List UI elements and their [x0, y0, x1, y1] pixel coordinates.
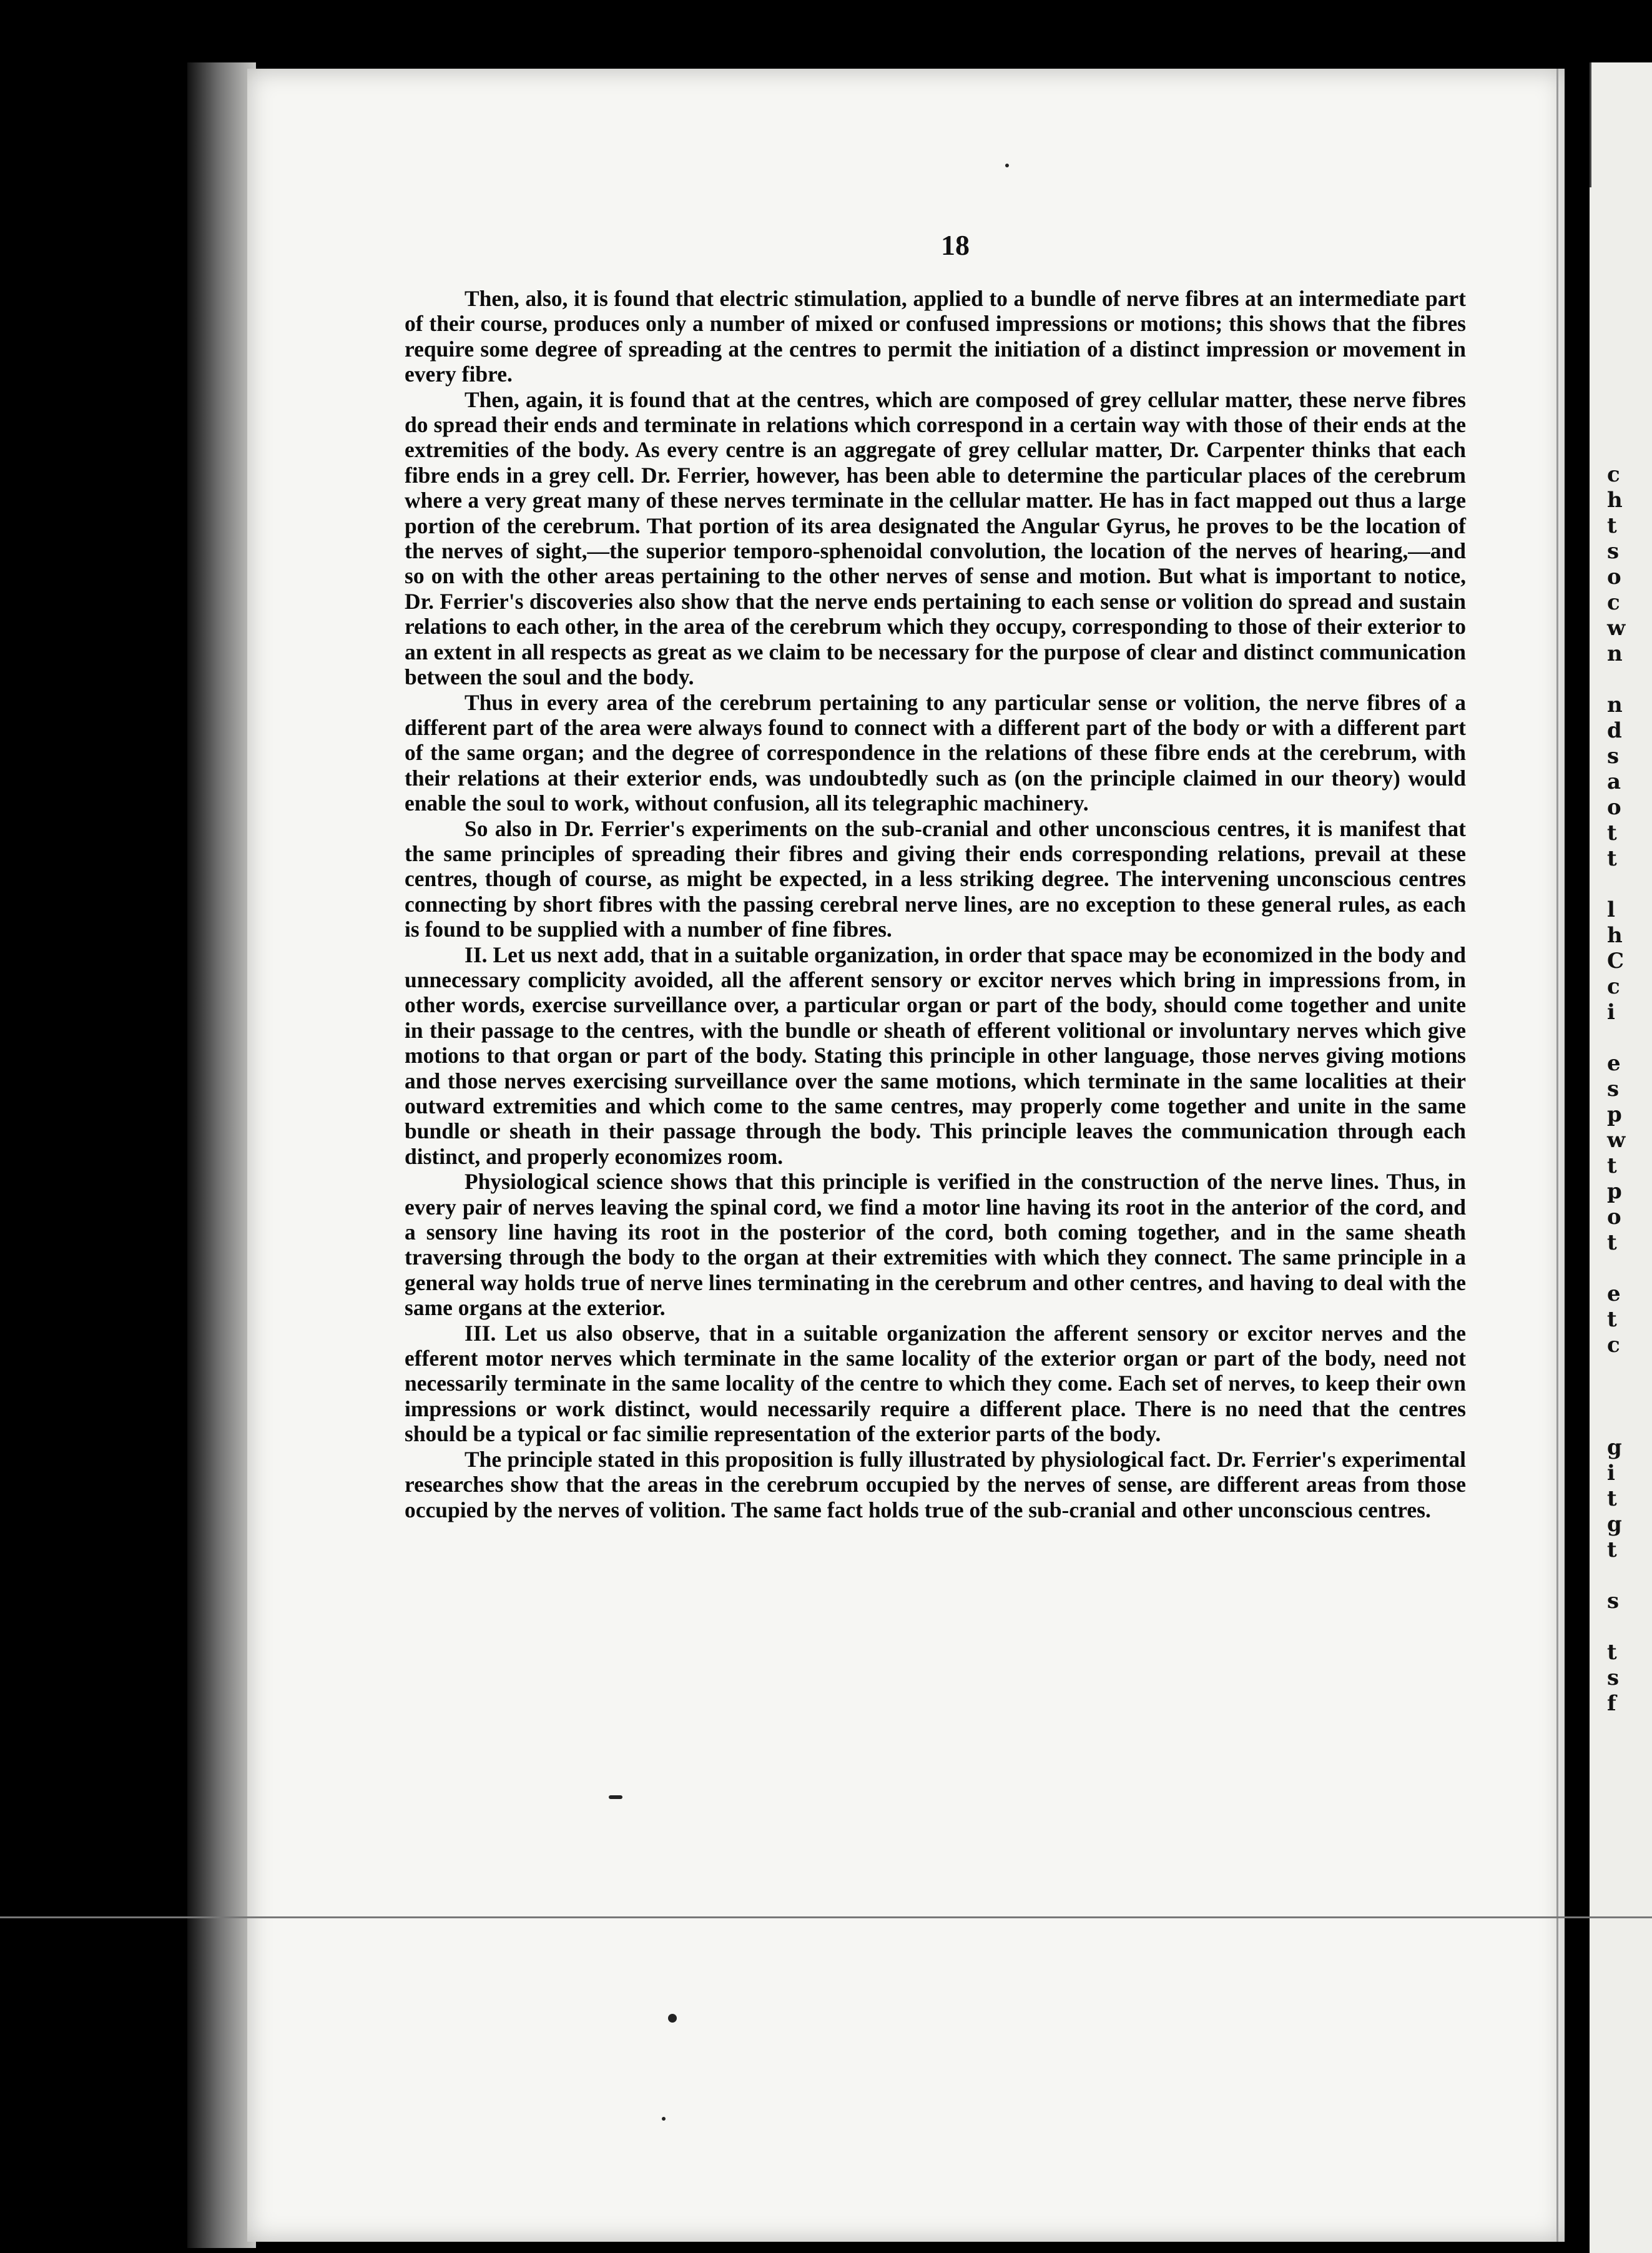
adjacent-page-edge	[1590, 62, 1652, 187]
adjacent-page-letter: n	[1607, 693, 1623, 717]
adjacent-page-letter: d	[1607, 718, 1622, 743]
adjacent-page-letter: c	[1607, 462, 1620, 487]
adjacent-page-letter: C	[1607, 949, 1625, 974]
adjacent-page-letter: t	[1607, 513, 1617, 538]
scan-speck	[1005, 164, 1009, 167]
adjacent-page-letter: c	[1607, 590, 1620, 615]
adjacent-page-letter	[1607, 1409, 1651, 1435]
adjacent-page-letter: o	[1607, 795, 1621, 820]
adjacent-page-letter: p	[1607, 1179, 1622, 1204]
page-number: 18	[941, 229, 970, 261]
adjacent-page-letter: g	[1607, 1435, 1622, 1460]
adjacent-page-letter: h	[1607, 923, 1623, 948]
page-body-text	[405, 286, 1466, 1522]
adjacent-page-letter: o	[1607, 564, 1621, 589]
adjacent-page-fragment	[1590, 62, 1652, 2253]
scan-speck	[609, 1795, 622, 1799]
adjacent-page-letter: t	[1607, 1153, 1617, 1178]
adjacent-page-letter	[1607, 1358, 1651, 1384]
adjacent-page-letter: p	[1607, 1102, 1622, 1127]
adjacent-page-letter: c	[1607, 974, 1620, 999]
adjacent-page-letter: i	[1607, 1000, 1615, 1025]
paragraph: So also in Dr. Ferrier's experiments on the sub-cranial and other unconscious centres, it is manifest that the same principles of spreading their fibres and giving their ends corresponding relations, prevail at these centres, though of course, as might be expected, in a less striking degree. The intervening unconscious centres connecting by short fibres with the passing cerebral nerve lines, are no exception to these general rules, as each is found to be supplied with a number of fine fibres.	[405, 816, 1466, 942]
paragraph: The principle stated in this proposition is fully illustrated by physiological fact. Dr. Ferrier's experimental researches show that the areas in the cerebrum occupied by the nerves of sense, are different areas from those occupied by the nerves of volition. The same fact holds true of the sub-cranial and other unconscious centres.	[405, 1446, 1466, 1522]
adjacent-page-letter: s	[1607, 539, 1620, 564]
paragraph: III. Let us also observe, that in a suitable organization the afferent sensory or excitor nerves and the efferent motor nerves which terminate in the same locality of the exterior organ or part of the body, need not necessarily terminate in the same locality of the centre to which they come. Each set of nerves, to keep their own impressions or work distinct, would necessarily require a different place. There is no need that the centres should be a typical or fac similie representation of the exterior parts of the body.	[405, 1320, 1466, 1447]
adjacent-page-letter	[1607, 1256, 1651, 1281]
scan-speck	[668, 2014, 677, 2023]
adjacent-page-letter: t	[1607, 846, 1617, 871]
adjacent-page-letter	[1607, 1563, 1651, 1589]
adjacent-page-letter: w	[1607, 616, 1626, 641]
adjacent-page-letter: w	[1607, 1128, 1626, 1153]
adjacent-page-letter: t	[1607, 1537, 1617, 1562]
adjacent-page-letter: a	[1607, 769, 1621, 794]
adjacent-page-letter	[1607, 872, 1651, 897]
paragraph: Then, again, it is found that at the centres, which are composed of grey cellular matter, these nerve fibres do spread their ends and terminate in relations which correspond in a certain way with those of their ends at the extremities of the body. As every centre is an aggregate of grey cellular matter, Dr. Carpenter thinks that each fibre ends in a grey cell. Dr. Ferrier, however, has been able to determine the particular places of the cerebrum where a very great many of these nerves terminate in the cellular matter. He has in fact mapped out thus a large portion of the cerebrum. That portion of its area designated the Angular Gyrus, he proves to be the location of the nerves of sight,—the superior temporo-sphenoidal convolution, the location of the nerves of hearing,—and so on with the other areas pertaining to the other nerves of sense and motion. But what is important to notice, Dr. Ferrier's discoveries also show that the nerve ends pertaining to each sense or volition do spread and sustain relations to each other, in the area of the cerebrum which they occupy, corresponding to those of their exterior to an extent in all respects as great as we claim to be necessary for the purpose of clear and distinct communication between the soul and the body.	[405, 387, 1466, 690]
adjacent-page-letter: t	[1607, 1486, 1617, 1511]
adjacent-page-letter	[1607, 1614, 1651, 1640]
crop-vertical-line	[1556, 69, 1558, 2242]
adjacent-page-letter: f	[1607, 1691, 1616, 1716]
scan-speck	[662, 2117, 666, 2121]
adjacent-page-letter: c	[1607, 1333, 1620, 1358]
adjacent-page-letter: o	[1607, 1205, 1621, 1230]
adjacent-page-letter	[1607, 667, 1651, 693]
adjacent-page-letter: t	[1607, 1230, 1617, 1255]
adjacent-page-letters	[1607, 462, 1651, 1717]
adjacent-page-letter: s	[1607, 1665, 1620, 1690]
adjacent-page-letter: l	[1607, 897, 1615, 922]
adjacent-page-letter: i	[1607, 1461, 1615, 1486]
crop-horizontal-line	[0, 1916, 1652, 1918]
adjacent-page-letter: g	[1607, 1512, 1622, 1537]
adjacent-page-letter: e	[1607, 1281, 1621, 1306]
paragraph: Physiological science shows that this principle is verified in the construction of the nerve lines. Thus, in every pair of nerves leaving the spinal cord, we find a motor line having its root in the anterior of the cord, and a sensory line having its root in the posterior of the cord, both coming together, and in the same sheath traversing through the body to the organ at their extremities with which they connect. The same principle in a general way holds true of nerve lines terminating in the cerebrum and other centres, and having to deal with the same organs at the exterior.	[405, 1169, 1466, 1321]
paragraph: II. Let us next add, that in a suitable organization, in order that space may be economized in the body and unnecessary complicity avoided, all the afferent sensory or excitor nerves which bring in impressions from, in other words, exercise surveillance over, a particular organ or part of the body, should come together and unite in their passage to the centres, with the bundle or sheath of efferent volitional or involuntary nerves which give motions to that organ or part of the body. Stating this principle in other language, those nerves giving motions and those nerves exercising surveillance over the same motions, which terminate in the same localities at their outward extremities and which come to the same centres, may properly come together and unite in the same bundle or sheath in their passage through the body. This principle leaves the communication through each distinct, and properly economizes room.	[405, 942, 1466, 1169]
adjacent-page-letter: h	[1607, 488, 1623, 513]
paragraph: Then, also, it is found that electric stimulation, applied to a bundle of nerve fibres at an intermediate part of their course, produces only a number of mixed or confused impressions or motions; this shows that the fibres require some degree of spreading at the centres to permit the initiation of a distinct impression or movement in every fibre.	[405, 286, 1466, 387]
adjacent-page-letter: t	[1607, 1640, 1617, 1665]
adjacent-page-letter: n	[1607, 641, 1623, 666]
page-gutter-shadow	[187, 62, 256, 2248]
adjacent-page-letter: t	[1607, 821, 1617, 845]
adjacent-page-letter: t	[1607, 1307, 1617, 1332]
page-separator	[1565, 50, 1590, 2253]
adjacent-page-letter	[1607, 1384, 1651, 1409]
adjacent-page-letter: e	[1607, 1051, 1621, 1076]
paragraph: Thus in every area of the cerebrum pertaining to any particular sense or volition, the nerve fibres of a different part of the area were always found to connect with a different part of the body or with a different part of the same organ; and the degree of correspondence in the relations of these fibre ends at the cerebrum, with their relations at their exterior ends, was undoubtedly such as (on the principle claimed in our theory) would enable the soul to work, without confusion, all its telegraphic machinery.	[405, 689, 1466, 816]
adjacent-page-letter	[1607, 1025, 1651, 1051]
adjacent-page-letter: s	[1607, 1077, 1620, 1102]
adjacent-page-letter: s	[1607, 744, 1620, 769]
adjacent-page-letter: s	[1607, 1589, 1620, 1614]
